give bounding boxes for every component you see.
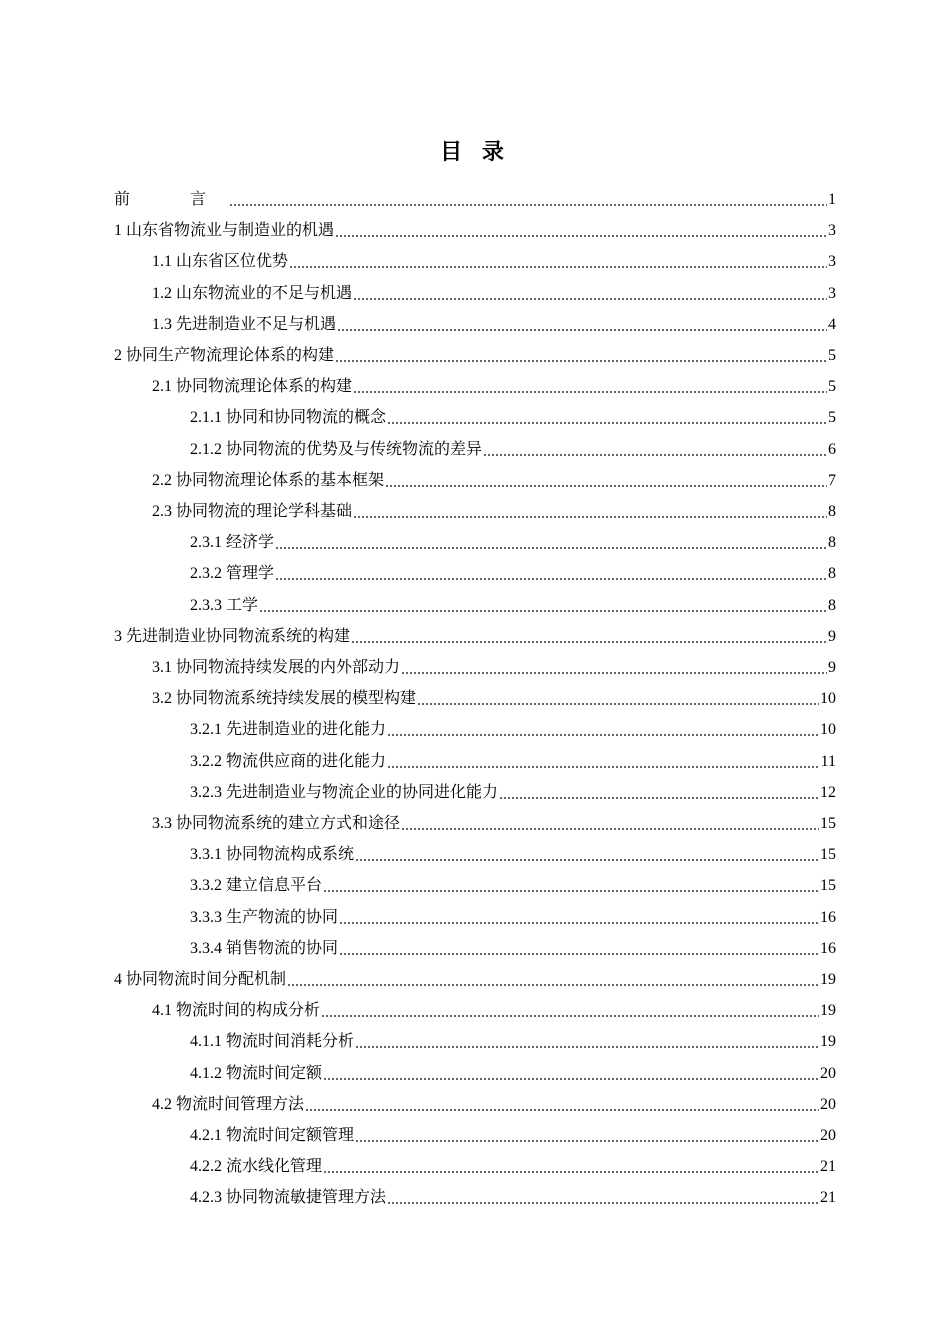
toc-page-number: 9: [828, 627, 836, 645]
toc-page-number: 7: [828, 471, 836, 489]
toc-page-number: 8: [828, 596, 836, 614]
toc-page-number: 19: [820, 1033, 836, 1051]
toc-dot-leader: [289, 252, 827, 272]
toc-page-number: 5: [828, 409, 836, 427]
toc-entry-title: 2 协同生产物流理论体系的构建: [114, 347, 335, 364]
toc-entry[interactable]: [152, 305, 836, 335]
toc-entry-title: 3.2.2 物流供应商的进化能力: [190, 752, 387, 770]
toc-page-number: 19: [820, 971, 836, 988]
toc-dot-leader: [335, 221, 827, 241]
toc-dot-leader: [275, 533, 827, 553]
toc-entry[interactable]: [190, 1022, 836, 1052]
toc-entry[interactable]: [114, 336, 836, 366]
toc-entry-title: 2.3.2 管理学: [190, 565, 275, 583]
toc-page-number: 3: [828, 284, 836, 302]
toc-dot-leader: [417, 689, 819, 709]
toc-dot-leader: [387, 720, 819, 740]
toc-dot-leader: [353, 377, 827, 397]
toc-dot-leader: [387, 408, 827, 428]
toc-entry[interactable]: [114, 617, 836, 647]
toc-entry-title: 2.1.1 协同和协同物流的概念: [190, 409, 387, 427]
toc-dot-leader: [323, 1157, 819, 1177]
toc-entry-title: 3.2 协同物流系统持续发展的模型构建: [152, 690, 417, 708]
toc-entry-title: 2.3 协同物流的理论学科基础: [152, 503, 353, 520]
toc-page-number: 20: [820, 1064, 836, 1082]
toc-dot-leader: [353, 502, 827, 522]
toc-entry[interactable]: [114, 180, 836, 210]
toc-title: 目 录: [440, 139, 510, 165]
toc-entry[interactable]: [114, 211, 836, 241]
toc-page-number: 1: [828, 191, 836, 208]
toc-dot-leader: [259, 596, 827, 616]
toc-entry[interactable]: [190, 523, 836, 553]
toc-dot-leader: [355, 845, 819, 865]
toc-entry[interactable]: [190, 1147, 836, 1177]
toc-entry[interactable]: [190, 1054, 836, 1084]
toc-entry[interactable]: [190, 898, 836, 928]
toc-entry[interactable]: [190, 835, 836, 865]
toc-entry-title: 4.1.1 物流时间消耗分析: [190, 1033, 355, 1051]
toc-entry[interactable]: [152, 804, 836, 834]
toc-entry-title: 2.1.2 协同物流的优势及与传统物流的差异: [190, 440, 483, 458]
toc-entry[interactable]: [190, 586, 836, 616]
toc-entry-title: 4.1.2 物流时间定额: [190, 1064, 323, 1082]
toc-entry[interactable]: [190, 398, 836, 428]
toc-page-number: 15: [820, 846, 836, 864]
toc-page-number: 21: [820, 1189, 836, 1207]
toc-page-number: 20: [820, 1127, 836, 1144]
toc-entry[interactable]: [152, 991, 836, 1021]
toc-entry[interactable]: [152, 461, 836, 491]
toc-entry[interactable]: [190, 710, 836, 740]
toc-dot-leader: [339, 939, 819, 959]
toc-dot-leader: [353, 284, 827, 304]
toc-page-number: 11: [820, 752, 836, 770]
toc-dot-leader: [351, 627, 827, 647]
toc-dot-leader: [483, 440, 827, 460]
toc-dot-leader: [335, 346, 827, 366]
toc-page-number: 3: [828, 222, 836, 240]
toc-entry[interactable]: [190, 929, 836, 959]
toc-page-number: 16: [820, 908, 836, 926]
toc-page-number: 6: [828, 440, 836, 458]
toc-entry[interactable]: [152, 274, 836, 304]
toc-entry-title: 4.2.2 流水线化管理: [190, 1158, 323, 1176]
toc-dot-leader: [229, 190, 827, 210]
toc-entry[interactable]: [152, 492, 836, 522]
toc-dot-leader: [323, 876, 819, 896]
toc-dot-leader: [401, 814, 819, 834]
toc-entry-title: 4.1 物流时间的构成分析: [152, 1002, 321, 1020]
toc-page-number: 9: [828, 659, 836, 676]
toc-entry-title: 3.1 协同物流持续发展的内外部动力: [152, 659, 401, 676]
toc-page-number: 19: [820, 1002, 836, 1020]
toc-entry-title: 1.1 山东省区位优势: [152, 253, 289, 271]
toc-entry-title: 1.3 先进制造业不足与机遇: [152, 315, 337, 333]
toc-dot-leader: [275, 564, 827, 584]
toc-entry-title: 前 言: [114, 191, 229, 208]
toc-entry[interactable]: [190, 866, 836, 896]
toc-dot-leader: [321, 1001, 819, 1021]
toc-dot-leader: [387, 752, 820, 772]
toc-entry-title: 4.2.3 协同物流敏捷管理方法: [190, 1189, 387, 1207]
toc-dot-leader: [339, 908, 819, 928]
toc-entry[interactable]: [152, 1085, 836, 1115]
toc-entry-title: 1.2 山东物流业的不足与机遇: [152, 284, 353, 302]
toc-entry[interactable]: [190, 1178, 836, 1208]
toc-entry[interactable]: [190, 554, 836, 584]
toc-page-number: 10: [820, 690, 836, 708]
toc-entry-title: 2.1 协同物流理论体系的构建: [152, 378, 353, 396]
toc-dot-leader: [401, 658, 827, 678]
toc-dot-leader: [385, 471, 827, 491]
toc-page-number: 3: [828, 253, 836, 271]
toc-entry-title: 1 山东省物流业与制造业的机遇: [114, 222, 335, 240]
toc-entry[interactable]: [190, 430, 836, 460]
toc-entry[interactable]: [152, 367, 836, 397]
toc-entry[interactable]: [152, 648, 836, 678]
toc-page-number: 5: [828, 347, 836, 364]
toc-dot-leader: [287, 970, 819, 990]
toc-entry[interactable]: [152, 679, 836, 709]
toc-entry-title: 2.2 协同物流理论体系的基本框架: [152, 471, 385, 489]
toc-entry-title: 4 协同物流时间分配机制: [114, 971, 287, 988]
toc-dot-leader: [355, 1032, 819, 1052]
toc-entry[interactable]: [190, 773, 836, 803]
toc-dot-leader: [337, 315, 827, 335]
toc-page-number: 8: [828, 565, 836, 583]
toc-dot-leader: [323, 1064, 819, 1084]
toc-entry-title: 3.2.3 先进制造业与物流企业的协同进化能力: [190, 783, 499, 801]
toc-page-number: 20: [820, 1095, 836, 1113]
toc-entry-title: 3.3.3 生产物流的协同: [190, 908, 339, 926]
toc-dot-leader: [305, 1095, 819, 1115]
toc-entry-title: 2.3.3 工学: [190, 596, 259, 614]
toc-page-number: 5: [828, 378, 836, 396]
toc-entry[interactable]: [190, 742, 836, 772]
toc-entry-title: 4.2 物流时间管理方法: [152, 1095, 305, 1113]
toc-dot-leader: [387, 1188, 819, 1208]
toc-entry-title: 2.3.1 经济学: [190, 534, 275, 552]
toc-page-number: 15: [820, 815, 836, 832]
toc-entry[interactable]: [190, 1116, 836, 1146]
toc-page-number: 8: [828, 534, 836, 552]
toc-entry-title: 3.3.1 协同物流构成系统: [190, 846, 355, 864]
toc-page-number: 12: [820, 783, 836, 801]
toc-page-number: 21: [820, 1158, 836, 1176]
toc-entry[interactable]: [114, 960, 836, 990]
toc-entry-title: 3.3 协同物流系统的建立方式和途径: [152, 815, 401, 832]
toc-entry-title: 3 先进制造业协同物流系统的构建: [114, 627, 351, 645]
toc-entry-title: 3.3.4 销售物流的协同: [190, 939, 339, 957]
toc-entry-title: 3.3.2 建立信息平台: [190, 877, 323, 895]
toc-page-number: 4: [828, 315, 836, 333]
toc-page-number: 15: [820, 877, 836, 895]
toc-page-number: 8: [828, 503, 836, 520]
toc-page-number: 10: [820, 721, 836, 739]
toc-entry[interactable]: [152, 242, 836, 272]
toc-page-number: 16: [820, 939, 836, 957]
toc-entry-title: 4.2.1 物流时间定额管理: [190, 1127, 355, 1144]
toc-entry-title: 3.2.1 先进制造业的进化能力: [190, 721, 387, 739]
toc-dot-leader: [499, 783, 819, 803]
toc-dot-leader: [355, 1126, 819, 1146]
